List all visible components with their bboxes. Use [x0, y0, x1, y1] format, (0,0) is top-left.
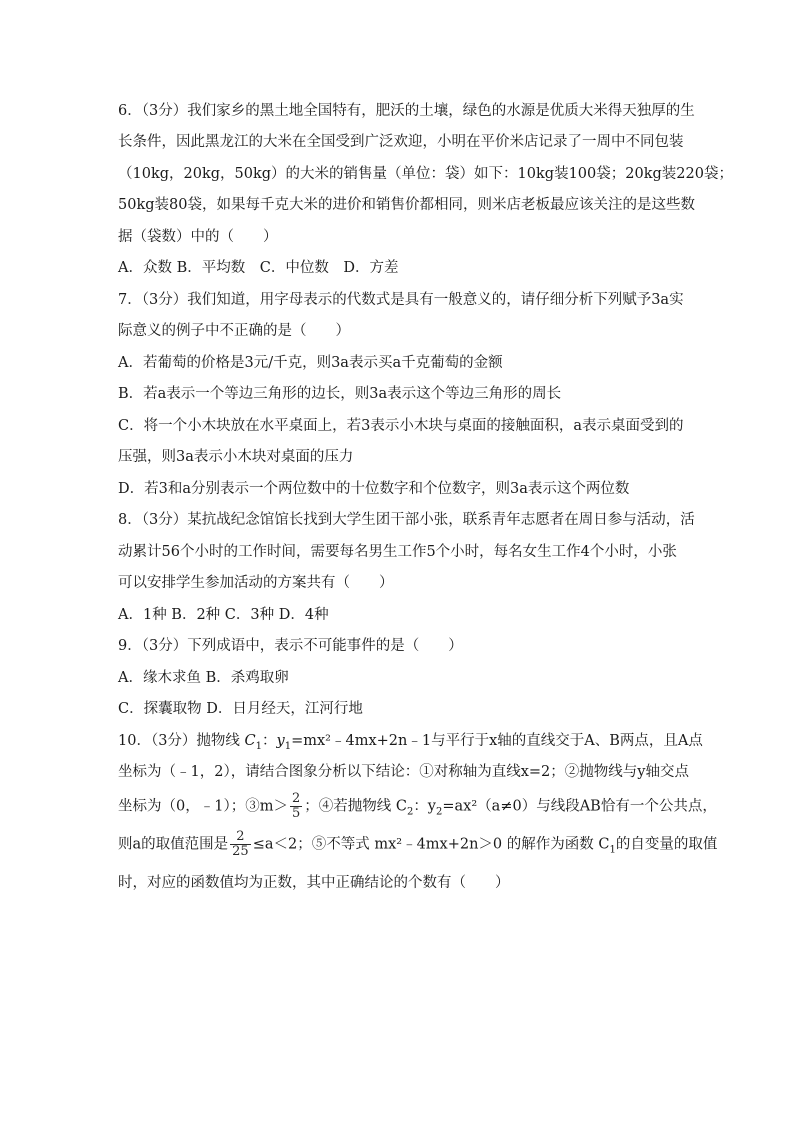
q6-options: A．众数 B．平均数 C．中位数 D．方差	[118, 260, 399, 276]
q7-option-b: B．若a表示一个等边三角形的边长，则3a表示这个等边三角形的周长	[118, 386, 562, 402]
q7-option-a: A．若葡萄的价格是3元/千克，则3a表示买a千克葡萄的金额	[118, 355, 503, 371]
q9-options-2: C．探囊取物 D．日月经天，江河行地	[118, 701, 363, 717]
q10-line-4: 则a的取值范围是 $\frac{2}{25}$ ≤a＜2；⑤不等式 mx²﹣4mx+2n＞0 的解作为函数 $C_1$的自变量的取值	[118, 829, 718, 859]
q6-line-2: 长条件，因此黑龙江的大米在全国受到广泛欢迎，小明在平价米店记录了一周中不同包装	[118, 134, 684, 150]
q6-line-1: 6．（3分）我们家乡的黑土地全国特有，肥沃的土壤，绿色的水源是优质大米得天独厚的生	[118, 103, 695, 119]
q7-line-2: 际意义的例子中不正确的是（ ）	[118, 323, 350, 339]
q6-line-3: （10kg，20kg，50kg）的大米的销售量（单位：袋）如下：10kg装100袋；20kg装220袋；	[118, 166, 733, 182]
q6-line-5: 据（袋数）中的（ ）	[118, 229, 278, 245]
q9-line-1: 9．（3分）下列成语中，表示不可能事件的是（ ）	[118, 638, 463, 654]
q10-line-2: 坐标为（﹣1，2），请结合图象分析以下结论：①对称轴为直线x=2；②抛物线与y轴交点	[118, 764, 689, 780]
q6-line-4: 50kg装80袋，如果每千克大米的进价和销售价都相同，则米店老板最应该关注的是这些数	[118, 197, 695, 213]
q8-line-2: 动累计56个小时的工作时间，需要每名男生工作5个小时，每名女生工作4个小时，小张	[118, 544, 677, 560]
q7-line-1: 7．（3分）我们知道，用字母表示的代数式是具有一般意义的，请仔细分析下列赋予3a实	[118, 292, 684, 308]
q7-option-d: D．若3和a分别表示一个两位数中的十位数字和个位数字，则3a表示这个两位数	[118, 481, 630, 497]
q10-line-1: 10．（3分）抛物线 $C_1$：$y_1=mx^2﹣4mx+2n﹣1$与平行于x轴的直线交于A、B两点，且A点	[118, 733, 703, 752]
q8-options: A．1种 B．2种 C．3种 D．4种	[118, 607, 329, 623]
fraction-two-fifths: $\frac{2}{5}$	[291, 791, 301, 821]
fraction-two-twentyfifths: $\frac{2}{25}$	[232, 829, 249, 859]
q7-option-c-line-1: C．将一个小木块放在水平桌面上，若3表示小木块与桌面的接触面积，a表示桌面受到的	[118, 418, 684, 434]
q10-line-5: 时，对应的函数值均为正数，其中正确结论的个数有（ ）	[118, 875, 510, 891]
q10-line-3: 坐标为（0，﹣1）；③m＞ $\frac{2}{5}$ ；④若抛物线 $C_2$：$y_2=ax^2(a\ne 0)$与线段AB恰有一个公共点，	[118, 791, 717, 821]
q8-line-1: 8．（3分）某抗战纪念馆馆长找到大学生团干部小张，联系青年志愿者在周日参与活动，活	[118, 512, 695, 528]
q7-option-c-line-2: 压强，则3a表示小木块对桌面的压力	[118, 449, 354, 465]
q9-options-1: A．缘木求鱼 B．杀鸡取卵	[118, 670, 289, 686]
q8-line-3: 可以安排学生参加活动的方案共有（ ）	[118, 575, 394, 591]
